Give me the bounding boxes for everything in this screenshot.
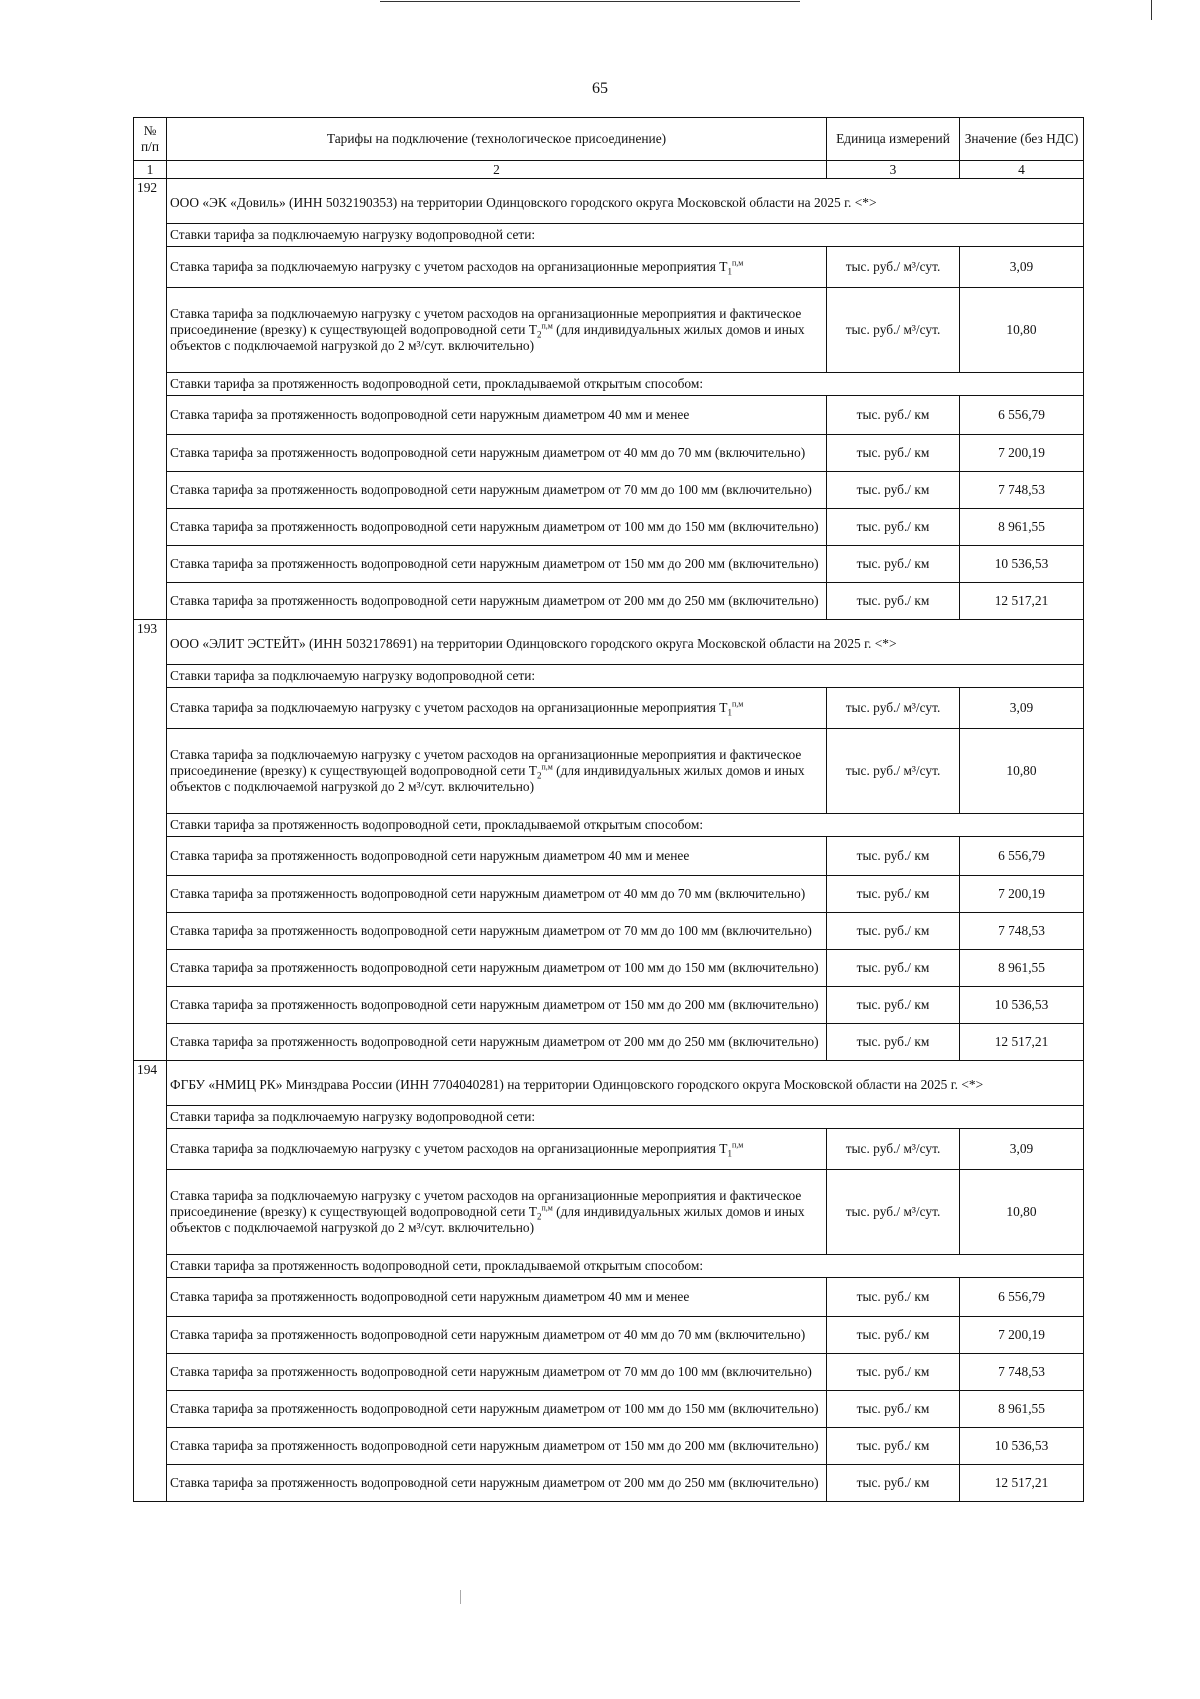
section-heading-row: [134, 1106, 1084, 1129]
rate-row: [134, 987, 1084, 1024]
tariff-row: [134, 247, 1084, 288]
header-num: № п/п: [134, 118, 167, 161]
row-number: 194: [134, 1061, 167, 1502]
row-number: 193: [134, 620, 167, 1061]
rate-row: [134, 1354, 1084, 1391]
rate-description: Ставка тарифа за протяженность водопроводной сети наружным диаметром от 100 мм до 150 мм (включительно): [167, 509, 827, 546]
superscript: п,м: [731, 258, 744, 268]
rate-value: 7 748,53: [960, 472, 1084, 509]
rate-value: 6 556,79: [960, 1278, 1084, 1317]
rate-value: 6 556,79: [960, 837, 1084, 876]
tariff-unit: тыс. руб./ м³/сут.: [827, 729, 960, 814]
superscript: п,м: [541, 1203, 553, 1213]
subscript: 2: [536, 329, 542, 340]
superscript: п,м: [731, 1140, 744, 1150]
subscript: 1: [727, 707, 732, 718]
rate-row: [134, 1317, 1084, 1354]
tariff-text: (для индивидуальных жилых домов и иных объектов с подключаемой нагрузкой до 2 м³/сут. включительно): [170, 1203, 805, 1236]
rate-row: [134, 1024, 1084, 1061]
rate-value: 7 748,53: [960, 1354, 1084, 1391]
superscript: п,м: [541, 321, 553, 331]
rate-unit: тыс. руб./ км: [827, 876, 960, 913]
section-heading: Ставки тарифа за протяженность водопроводной сети, прокладываемой открытым способом:: [167, 1255, 1084, 1278]
rate-row: [134, 1391, 1084, 1428]
rate-description: Ставка тарифа за протяженность водопроводной сети наружным диаметром от 150 мм до 200 мм (включительно): [167, 1428, 827, 1465]
rate-value: 8 961,55: [960, 950, 1084, 987]
org-row: [134, 620, 1084, 665]
rate-unit: тыс. руб./ км: [827, 1391, 960, 1428]
rate-unit: тыс. руб./ км: [827, 837, 960, 876]
tariff-description: [167, 729, 827, 814]
tariff-text: (для индивидуальных жилых домов и иных объектов с подключаемой нагрузкой до 2 м³/сут. включительно): [170, 321, 805, 354]
section-heading-row: [134, 814, 1084, 837]
tariff-row: [134, 688, 1084, 729]
rate-row: [134, 546, 1084, 583]
superscript: п,м: [731, 699, 744, 709]
rate-description: Ставка тарифа за протяженность водопроводной сети наружным диаметром 40 мм и менее: [167, 1278, 827, 1317]
section-heading: Ставки тарифа за протяженность водопроводной сети, прокладываемой открытым способом:: [167, 373, 1084, 396]
rate-description: Ставка тарифа за протяженность водопроводной сети наружным диаметром от 70 мм до 100 мм (включительно): [167, 472, 827, 509]
rate-value: 8 961,55: [960, 509, 1084, 546]
rate-row: [134, 509, 1084, 546]
rate-value: 12 517,21: [960, 583, 1084, 620]
tariff-text: (для индивидуальных жилых домов и иных объектов с подключаемой нагрузкой до 2 м³/сут. включительно): [170, 762, 805, 795]
tariff-table: [133, 117, 1084, 1502]
rate-value: 8 961,55: [960, 1391, 1084, 1428]
rate-value: 10 536,53: [960, 1428, 1084, 1465]
rate-description: Ставка тарифа за протяженность водопроводной сети наружным диаметром от 70 мм до 100 мм (включительно): [167, 913, 827, 950]
org-name: ООО «ЭК «Довиль» (ИНН 5032190353) на территории Одинцовского городского округа Московской области на 2025 г. <*>: [167, 179, 1084, 224]
rate-description: Ставка тарифа за протяженность водопроводной сети наружным диаметром от 40 мм до 70 мм (включительно): [167, 876, 827, 913]
column-index-row: [134, 161, 1084, 179]
tariff-row: [134, 1170, 1084, 1255]
section-heading-row: [134, 224, 1084, 247]
tariff-text: Ставка тарифа за подключаемую нагрузку с учетом расходов на организационные мероприятия и фактическое присоединение (врезку) к существующей водопроводной сети T: [170, 1187, 802, 1219]
rate-row: [134, 876, 1084, 913]
table-header-row: [134, 118, 1084, 161]
subscript: 2: [536, 770, 542, 781]
rate-unit: тыс. руб./ км: [827, 546, 960, 583]
tariff-value: 10,80: [960, 729, 1084, 814]
org-row: [134, 179, 1084, 224]
tariff-unit: тыс. руб./ м³/сут.: [827, 247, 960, 288]
tariff-description: [167, 688, 827, 729]
rate-description: Ставка тарифа за протяженность водопроводной сети наружным диаметром от 200 мм до 250 мм (включительно): [167, 1024, 827, 1061]
rate-row: [134, 472, 1084, 509]
scan-top-edge: [0, 0, 1200, 6]
rate-value: 7 200,19: [960, 1317, 1084, 1354]
tariff-row: [134, 729, 1084, 814]
tariff-unit: тыс. руб./ м³/сут.: [827, 288, 960, 373]
rate-unit: тыс. руб./ км: [827, 435, 960, 472]
rate-description: Ставка тарифа за протяженность водопроводной сети наружным диаметром от 150 мм до 200 мм (включительно): [167, 987, 827, 1024]
rate-unit: тыс. руб./ км: [827, 509, 960, 546]
rate-row: [134, 435, 1084, 472]
section-heading: Ставки тарифа за подключаемую нагрузку водопроводной сети:: [167, 665, 1084, 688]
section-heading-row: [134, 373, 1084, 396]
tariff-text: Ставка тарифа за подключаемую нагрузку с учетом расходов на организационные мероприятия T: [170, 699, 728, 715]
rate-value: 12 517,21: [960, 1465, 1084, 1502]
org-name: ФГБУ «НМИЦ РК» Минздрава России (ИНН 7704040281) на территории Одинцовского городского округа Московской области на 2025 г. <*>: [167, 1061, 1084, 1106]
header-description: Тарифы на подключение (технологическое присоединение): [167, 118, 827, 161]
tariff-row: [134, 288, 1084, 373]
section-heading-row: [134, 665, 1084, 688]
header-value: Значение (без НДС): [960, 118, 1084, 161]
section-heading: Ставки тарифа за подключаемую нагрузку водопроводной сети:: [167, 1106, 1084, 1129]
rate-row: [134, 837, 1084, 876]
rate-unit: тыс. руб./ км: [827, 913, 960, 950]
tariff-unit: тыс. руб./ м³/сут.: [827, 1170, 960, 1255]
subscript: 1: [727, 1148, 732, 1159]
rate-value: 10 536,53: [960, 987, 1084, 1024]
rate-value: 6 556,79: [960, 396, 1084, 435]
rate-unit: тыс. руб./ км: [827, 1465, 960, 1502]
tariff-unit: тыс. руб./ м³/сут.: [827, 688, 960, 729]
rate-description: Ставка тарифа за протяженность водопроводной сети наружным диаметром 40 мм и менее: [167, 396, 827, 435]
rate-value: 7 200,19: [960, 435, 1084, 472]
rate-unit: тыс. руб./ км: [827, 1278, 960, 1317]
scan-top-line: [380, 1, 800, 2]
rate-value: 10 536,53: [960, 546, 1084, 583]
tariff-text: Ставка тарифа за подключаемую нагрузку с учетом расходов на организационные мероприятия T: [170, 258, 728, 274]
rate-unit: тыс. руб./ км: [827, 1354, 960, 1391]
tariff-description: [167, 1129, 827, 1170]
rate-value: 7 200,19: [960, 876, 1084, 913]
rate-description: Ставка тарифа за протяженность водопроводной сети наружным диаметром от 200 мм до 250 мм (включительно): [167, 583, 827, 620]
rate-row: [134, 913, 1084, 950]
row-number: 192: [134, 179, 167, 620]
rate-unit: тыс. руб./ км: [827, 1317, 960, 1354]
tariff-table-body: [134, 179, 1084, 1502]
rate-value: 7 748,53: [960, 913, 1084, 950]
rate-row: [134, 1465, 1084, 1502]
tariff-value: 3,09: [960, 1129, 1084, 1170]
rate-unit: тыс. руб./ км: [827, 950, 960, 987]
rate-unit: тыс. руб./ км: [827, 987, 960, 1024]
header-unit: Единица измерений: [827, 118, 960, 161]
rate-unit: тыс. руб./ км: [827, 1428, 960, 1465]
tariff-description: [167, 288, 827, 373]
tariff-text: Ставка тарифа за подключаемую нагрузку с учетом расходов на организационные мероприятия и фактическое присоединение (врезку) к существующей водопроводной сети T: [170, 305, 802, 337]
subscript: 2: [536, 1211, 542, 1222]
tariff-row: [134, 1129, 1084, 1170]
rate-row: [134, 396, 1084, 435]
column-index: 2: [167, 161, 827, 179]
tariff-value: 3,09: [960, 688, 1084, 729]
rate-row: [134, 950, 1084, 987]
rate-description: Ставка тарифа за протяженность водопроводной сети наружным диаметром от 150 мм до 200 мм (включительно): [167, 546, 827, 583]
column-index: 4: [960, 161, 1084, 179]
scan-artifact-line: [460, 1590, 461, 1604]
tariff-unit: тыс. руб./ м³/сут.: [827, 1129, 960, 1170]
tariff-description: [167, 1170, 827, 1255]
scan-edge-mark: [1151, 0, 1152, 20]
section-heading-row: [134, 1255, 1084, 1278]
rate-unit: тыс. руб./ км: [827, 396, 960, 435]
page-number: 65: [592, 80, 608, 97]
tariff-value: 10,80: [960, 288, 1084, 373]
tariff-description: [167, 247, 827, 288]
rate-unit: тыс. руб./ км: [827, 472, 960, 509]
rate-row: [134, 1428, 1084, 1465]
column-index: 1: [134, 161, 167, 179]
section-heading: Ставки тарифа за протяженность водопроводной сети, прокладываемой открытым способом:: [167, 814, 1084, 837]
superscript: п,м: [541, 762, 553, 772]
tariff-text: Ставка тарифа за подключаемую нагрузку с учетом расходов на организационные мероприятия и фактическое присоединение (врезку) к существующей водопроводной сети T: [170, 746, 802, 778]
rate-description: Ставка тарифа за протяженность водопроводной сети наружным диаметром от 200 мм до 250 мм (включительно): [167, 1465, 827, 1502]
rate-unit: тыс. руб./ км: [827, 583, 960, 620]
tariff-text: Ставка тарифа за подключаемую нагрузку с учетом расходов на организационные мероприятия T: [170, 1140, 728, 1156]
rate-description: Ставка тарифа за протяженность водопроводной сети наружным диаметром от 100 мм до 150 мм (включительно): [167, 1391, 827, 1428]
rate-unit: тыс. руб./ км: [827, 1024, 960, 1061]
rate-row: [134, 1278, 1084, 1317]
rate-description: Ставка тарифа за протяженность водопроводной сети наружным диаметром от 40 мм до 70 мм (включительно): [167, 1317, 827, 1354]
rate-description: Ставка тарифа за протяженность водопроводной сети наружным диаметром от 70 мм до 100 мм (включительно): [167, 1354, 827, 1391]
org-row: [134, 1061, 1084, 1106]
column-index: 3: [827, 161, 960, 179]
rate-description: Ставка тарифа за протяженность водопроводной сети наружным диаметром 40 мм и менее: [167, 837, 827, 876]
rate-description: Ставка тарифа за протяженность водопроводной сети наружным диаметром от 40 мм до 70 мм (включительно): [167, 435, 827, 472]
rate-description: Ставка тарифа за протяженность водопроводной сети наружным диаметром от 100 мм до 150 мм (включительно): [167, 950, 827, 987]
subscript: 1: [727, 266, 732, 277]
tariff-value: 3,09: [960, 247, 1084, 288]
section-heading: Ставки тарифа за подключаемую нагрузку водопроводной сети:: [167, 224, 1084, 247]
tariff-value: 10,80: [960, 1170, 1084, 1255]
org-name: ООО «ЭЛИТ ЭСТЕЙТ» (ИНН 5032178691) на территории Одинцовского городского округа Московской области на 2025 г. <*>: [167, 620, 1084, 665]
rate-value: 12 517,21: [960, 1024, 1084, 1061]
rate-row: [134, 583, 1084, 620]
